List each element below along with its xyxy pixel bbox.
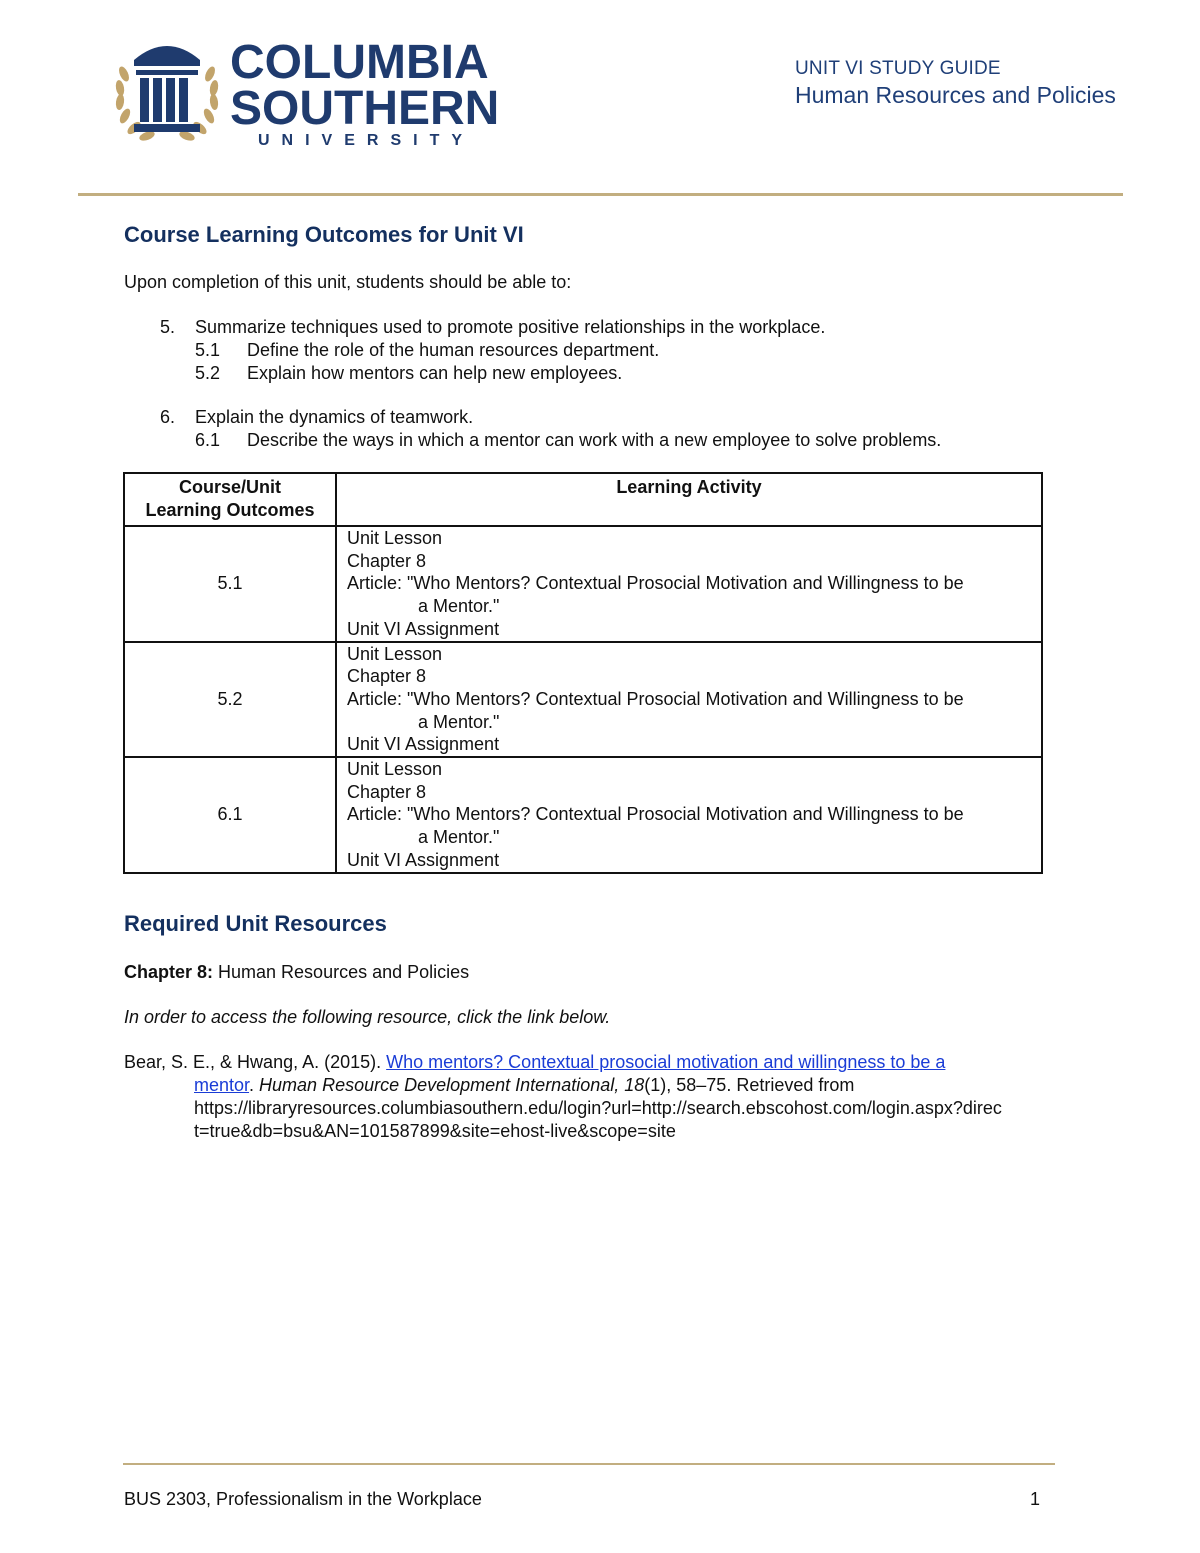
citation-authors: Bear, S. E., & Hwang, A. (2015). [124,1052,387,1072]
citation-issue-pages: (1), 58–75. Retrieved from [644,1075,855,1095]
column-header-line: Learning Outcomes [145,499,315,520]
activity-item: Article: "Who Mentors? Contextual Prosocial Motivation and Willingness to be [347,688,964,709]
footer-course: BUS 2303, Professionalism in the Workplace [124,1489,482,1509]
outcome-cell: 5.2 [124,642,336,758]
table-header-row [124,473,1042,526]
unit-label: UNIT VI STUDY GUIDE [795,58,1001,79]
activity-item-continued: a Mentor." [418,827,500,848]
course-topic: Human Resources and Policies [795,82,1116,108]
activity-item: Unit VI Assignment [347,734,500,755]
outcome-number: 5. [160,317,176,337]
chapter-line [124,962,469,983]
sub-outcome-text: Describe the ways in which a mentor can work with a new employee to solve problems. [247,430,942,450]
outcome-text: Explain the dynamics of teamwork. [195,407,474,427]
outcome-number: 6. [160,407,176,427]
citation-punctuation: . [249,1075,260,1095]
outcome-cell: 6.1 [124,757,336,873]
sub-outcome-text: Define the role of the human resources department. [247,340,660,360]
activity-item-continued: a Mentor." [418,596,500,617]
activity-cell [336,642,1042,758]
citation-line-2 [194,1075,854,1096]
footer-divider [123,1463,1055,1465]
sub-outcome-number: 5.2 [195,363,221,383]
resources-heading: Required Unit Resources [124,911,387,936]
outcomes-intro: Upon completion of this unit, students should be able to: [124,272,572,292]
article-link-continued[interactable]: mentor [194,1075,250,1095]
university-logo [112,30,502,155]
outcomes-heading: Course Learning Outcomes for Unit VI [124,222,524,247]
table-row [124,642,1042,758]
logo-line3: UNIVERSITY [258,132,475,149]
activity-item: Article: "Who Mentors? Contextual Prosocial Motivation and Willingness to be [347,573,964,594]
activity-item: Unit VI Assignment [347,618,500,639]
activity-item: Unit VI Assignment [347,849,500,870]
citation-url-line-2: t=true&db=bsu&AN=101587899&site=ehost-live&scope=site [194,1121,676,1141]
page-number: 1 [1030,1489,1041,1509]
access-note: In order to access the following resource, click the link below. [124,1007,611,1027]
activity-cell [336,526,1042,642]
header-divider [78,193,1123,196]
activity-item: Article: "Who Mentors? Contextual Prosocial Motivation and Willingness to be [347,804,964,825]
sub-outcome-number: 5.1 [195,340,221,360]
column-header-line: Course/Unit [178,477,281,497]
activity-item-continued: a Mentor." [418,711,500,732]
sub-outcome-text: Explain how mentors can help new employees. [247,363,623,383]
activity-cell [336,757,1042,873]
activity-item: Unit Lesson [347,643,443,664]
outcome-text: Summarize techniques used to promote positive relationships in the workplace. [195,317,826,337]
citation-journal: Human Resource Development International, 18 [259,1075,645,1095]
university-pillars-laurel-icon [115,46,220,142]
logo-line2: SOUTHERN [230,82,500,135]
logo-line1: COLUMBIA [230,36,489,89]
table-row [124,526,1042,642]
chapter-title: Human Resources and Policies [213,962,470,982]
activity-item: Chapter 8 [347,550,427,571]
citation-url-line-1: https://libraryresources.columbiasouthern.edu/login?url=http://search.ebscohost.com/login.aspx?direc [194,1098,1002,1118]
outcomes-activity-table [123,472,1043,874]
citation-line-1 [124,1052,945,1073]
table-row [124,757,1042,873]
activity-item: Chapter 8 [347,781,427,802]
activity-item: Unit Lesson [347,759,443,780]
column-header-activity: Learning Activity [336,473,1042,526]
activity-item: Unit Lesson [347,528,443,548]
chapter-label: Chapter 8: [124,962,214,982]
column-header-outcomes [124,473,336,526]
outcome-cell: 5.1 [124,526,336,642]
sub-outcome-number: 6.1 [195,430,221,450]
article-link[interactable]: Who mentors? Contextual prosocial motivation and willingness to be a [386,1052,946,1072]
activity-item: Chapter 8 [347,666,427,687]
